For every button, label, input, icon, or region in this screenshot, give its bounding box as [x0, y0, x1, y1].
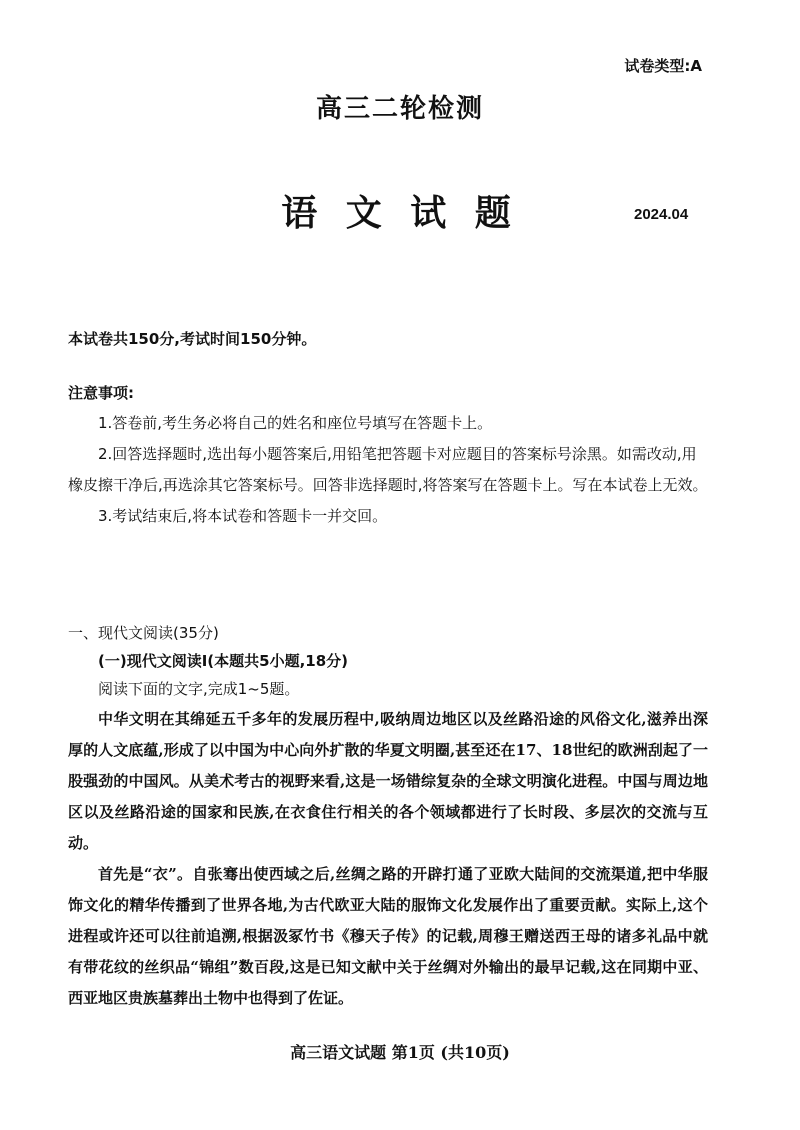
exam-title: 高三二轮检测 — [315, 94, 484, 124]
page-footer: 高三语文试题 第1页 (共10页) — [290, 1043, 510, 1062]
reading-instruction: 阅读下面的文字,完成1~5题。 — [98, 680, 300, 698]
reading-passage — [68, 704, 708, 1014]
subject-title: 语 文 试 题 — [281, 192, 519, 234]
notice-list — [68, 408, 708, 532]
subsection-title: (一)现代文阅读Ⅰ(本题共5小题,18分) — [98, 652, 349, 670]
notice-item: 3.考试结束后,将本试卷和答题卡一并交回。 — [98, 507, 388, 525]
notice-item: 2.回答选择题时,选出每小题答案后,用铅笔把答题卡对应题目的答案标号涂黑。如需改动,用橡皮擦干净后,再选涂其它答案标号。回答非选择题时,将答案写在答题卡上。写在本试卷上无效。 — [68, 445, 708, 494]
paper-type-label: 试卷类型:A — [624, 57, 702, 75]
exam-info: 本试卷共150分,考试时间150分钟。 — [68, 330, 317, 348]
notice-heading: 注意事项: — [68, 384, 134, 402]
passage-paragraph: 首先是“衣”。自张骞出使西域之后,丝绸之路的开辟打通了亚欧大陆间的交流渠道,把中华服饰文化的精华传播到了世界各地,为古代欧亚大陆的服饰文化发展作出了重要贡献。实际上,这个进程或许还可以往前追溯,根据汲冢竹书《穆天子传》的记载,周穆王赠送西王母的诸多礼品中就有带花纹的丝织品“锦组”数百段,这是已知文献中关于丝绸对外输出的最早记载,这在同期中亚、西亚地区贵族墓葬出土物中也得到了佐证。 — [68, 865, 708, 1007]
exam-date: 2024.04 — [634, 206, 689, 223]
section-title: 一、现代文阅读(35分) — [68, 624, 219, 642]
passage-paragraph: 中华文明在其绵延五千多年的发展历程中,吸纳周边地区以及丝路沿途的风俗文化,滋养出深厚的人文底蕴,形成了以中国为中心向外扩散的华夏文明圈,甚至还在17、18世纪的欧洲刮起了一股强劲的中国风。从美术考古的视野来看,这是一场错综复杂的全球文明演化进程。中国与周边地区以及丝路沿途的国家和民族,在衣食住行相关的各个领域都进行了长时段、多层次的交流与互动。 — [68, 710, 708, 852]
notice-item: 1.答卷前,考生务必将自己的姓名和座位号填写在答题卡上。 — [98, 414, 493, 432]
